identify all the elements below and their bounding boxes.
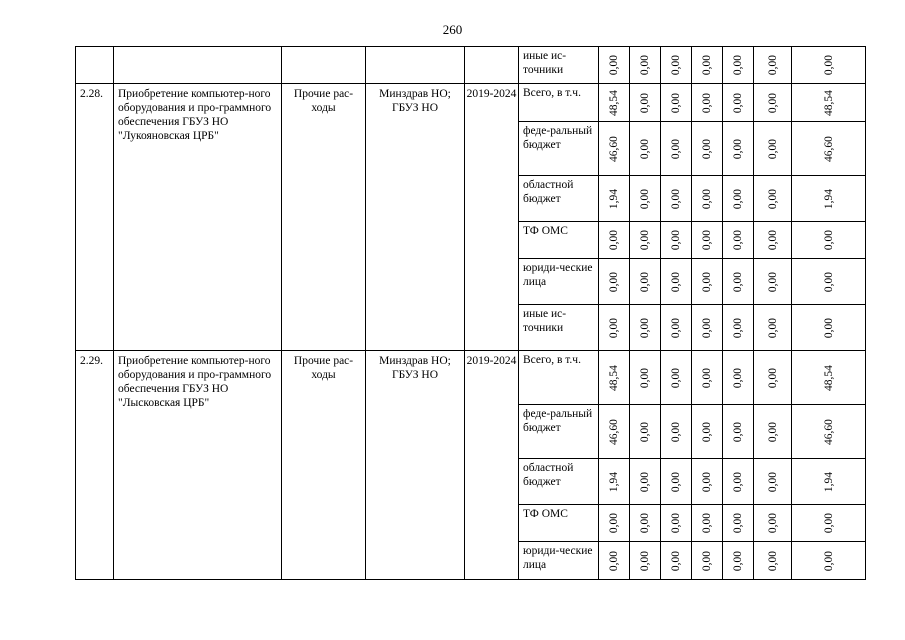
value-text: 0,00 bbox=[766, 512, 779, 534]
value-cell bbox=[599, 405, 630, 459]
value-cell bbox=[661, 47, 692, 84]
budget-table bbox=[75, 46, 866, 580]
value-cell bbox=[792, 47, 866, 84]
value-text: 0,00 bbox=[701, 271, 713, 292]
value-text: 0,00 bbox=[670, 229, 682, 251]
value-cell bbox=[630, 305, 661, 351]
value-text: 0,00 bbox=[639, 367, 651, 388]
value-cell bbox=[792, 122, 866, 176]
value-text: 0,00 bbox=[639, 229, 651, 251]
value-text: 48,54 bbox=[822, 364, 835, 391]
value-text: 0,00 bbox=[701, 367, 713, 388]
value-text: 0,00 bbox=[701, 92, 713, 113]
value-cell bbox=[692, 47, 723, 84]
value-text: 0,00 bbox=[732, 138, 744, 159]
value-cell bbox=[792, 542, 866, 580]
value-cell bbox=[692, 122, 723, 176]
value-cell bbox=[692, 222, 723, 259]
value-cell bbox=[661, 542, 692, 580]
value-cell bbox=[599, 84, 630, 122]
value-text: 0,00 bbox=[608, 512, 620, 534]
value-text: 0,00 bbox=[639, 550, 651, 571]
value-cell bbox=[599, 259, 630, 305]
value-text: 0,00 bbox=[701, 471, 713, 492]
value-cell bbox=[599, 459, 630, 505]
value-cell bbox=[723, 505, 754, 542]
value-cell bbox=[630, 351, 661, 405]
value-text: 46,60 bbox=[608, 418, 620, 445]
value-text: 0,00 bbox=[608, 229, 620, 251]
value-text: 0,00 bbox=[701, 317, 713, 338]
value-text: 0,00 bbox=[639, 92, 651, 113]
value-cell bbox=[792, 405, 866, 459]
source-cell: областной бюджет bbox=[519, 459, 599, 505]
value-cell bbox=[661, 222, 692, 259]
value-cell bbox=[754, 122, 792, 176]
value-text: 0,00 bbox=[670, 512, 682, 534]
value-text: 0,00 bbox=[670, 367, 682, 388]
value-text: 0,00 bbox=[670, 54, 682, 76]
value-text: 0,00 bbox=[732, 92, 744, 113]
value-cell bbox=[599, 351, 630, 405]
source-cell: иные ис-точники bbox=[519, 305, 599, 351]
type-cell bbox=[282, 47, 366, 84]
value-text: 0,00 bbox=[822, 512, 835, 534]
value-cell bbox=[754, 259, 792, 305]
value-text: 0,00 bbox=[701, 138, 713, 159]
value-cell bbox=[692, 542, 723, 580]
value-cell bbox=[723, 122, 754, 176]
item-number: 2.28. bbox=[76, 84, 114, 351]
value-text: 0,00 bbox=[732, 317, 744, 338]
value-cell bbox=[754, 351, 792, 405]
value-cell bbox=[792, 84, 866, 122]
value-text: 0,00 bbox=[766, 54, 779, 76]
value-text: 0,00 bbox=[639, 317, 651, 338]
value-text: 0,00 bbox=[766, 271, 779, 292]
value-cell bbox=[723, 47, 754, 84]
executor: Минздрав НО; ГБУЗ НО bbox=[366, 351, 465, 580]
value-cell bbox=[723, 84, 754, 122]
value-text: 0,00 bbox=[639, 138, 651, 159]
value-text: 48,54 bbox=[608, 364, 620, 391]
source-cell: феде-ральный бюджет bbox=[519, 405, 599, 459]
value-cell bbox=[692, 176, 723, 222]
value-text: 0,00 bbox=[732, 54, 744, 76]
source-cell: ТФ ОМС bbox=[519, 505, 599, 542]
value-text: 0,00 bbox=[670, 471, 682, 492]
value-text: 0,00 bbox=[608, 271, 620, 292]
value-text: 0,00 bbox=[732, 550, 744, 571]
exec-cell bbox=[366, 47, 465, 84]
value-cell bbox=[792, 176, 866, 222]
value-cell bbox=[692, 505, 723, 542]
value-text: 0,00 bbox=[766, 550, 779, 571]
value-text: 0,00 bbox=[822, 229, 835, 251]
value-cell bbox=[599, 305, 630, 351]
source-cell: областной бюджет bbox=[519, 176, 599, 222]
item-name: Приобретение компьютер-ного оборудования и про-граммного обеспечения ГБУЗ НО "Лукояновская ЦРБ" bbox=[114, 84, 282, 351]
value-cell bbox=[630, 176, 661, 222]
value-text: 1,94 bbox=[822, 471, 835, 492]
value-text: 0,00 bbox=[766, 367, 779, 388]
source-cell: Всего, в т.ч. bbox=[519, 84, 599, 122]
value-text: 0,00 bbox=[670, 188, 682, 209]
value-text: 0,00 bbox=[766, 229, 779, 251]
value-cell bbox=[723, 459, 754, 505]
value-cell bbox=[599, 176, 630, 222]
table-row bbox=[76, 351, 866, 405]
value-cell bbox=[754, 47, 792, 84]
value-text: 1,94 bbox=[608, 471, 620, 492]
table-row bbox=[76, 47, 866, 84]
value-cell bbox=[692, 259, 723, 305]
value-text: 0,00 bbox=[766, 92, 779, 113]
value-text: 0,00 bbox=[639, 512, 651, 534]
value-cell bbox=[630, 222, 661, 259]
item-name: Приобретение компьютер-ного оборудования и про-граммного обеспечения ГБУЗ НО "Лысковская ЦРБ" bbox=[114, 351, 282, 580]
source-cell: юриди-ческие лица bbox=[519, 259, 599, 305]
value-cell bbox=[723, 222, 754, 259]
value-cell bbox=[754, 176, 792, 222]
value-text: 0,00 bbox=[701, 550, 713, 571]
value-text: 0,00 bbox=[639, 421, 651, 442]
period: 2019-2024 bbox=[465, 351, 519, 580]
value-text: 0,00 bbox=[766, 188, 779, 209]
value-text: 0,00 bbox=[608, 317, 620, 338]
value-text: 0,00 bbox=[732, 188, 744, 209]
value-text: 48,54 bbox=[608, 89, 620, 116]
value-text: 0,00 bbox=[732, 512, 744, 534]
value-cell bbox=[630, 459, 661, 505]
value-cell bbox=[630, 542, 661, 580]
value-text: 0,00 bbox=[670, 550, 682, 571]
value-cell bbox=[599, 47, 630, 84]
value-text: 46,60 bbox=[822, 418, 835, 445]
period: 2019-2024 bbox=[465, 84, 519, 351]
value-text: 0,00 bbox=[822, 54, 835, 76]
value-cell bbox=[792, 505, 866, 542]
name-cell bbox=[114, 47, 282, 84]
value-text: 0,00 bbox=[766, 471, 779, 492]
value-cell bbox=[630, 405, 661, 459]
value-text: 0,00 bbox=[822, 550, 835, 571]
value-cell bbox=[630, 47, 661, 84]
value-cell bbox=[630, 84, 661, 122]
value-cell bbox=[630, 122, 661, 176]
item-number: 2.29. bbox=[76, 351, 114, 580]
source-cell: феде-ральный бюджет bbox=[519, 122, 599, 176]
value-text: 0,00 bbox=[732, 229, 744, 251]
value-cell bbox=[599, 222, 630, 259]
value-cell bbox=[723, 542, 754, 580]
value-text: 0,00 bbox=[670, 92, 682, 113]
value-cell bbox=[723, 259, 754, 305]
table-row bbox=[76, 84, 866, 122]
executor: Минздрав НО; ГБУЗ НО bbox=[366, 84, 465, 351]
value-cell bbox=[754, 84, 792, 122]
value-text: 0,00 bbox=[766, 421, 779, 442]
value-text: 0,00 bbox=[670, 138, 682, 159]
expense-type: Прочие рас-ходы bbox=[282, 84, 366, 351]
value-cell bbox=[792, 259, 866, 305]
value-cell bbox=[630, 259, 661, 305]
value-cell bbox=[661, 122, 692, 176]
value-cell bbox=[661, 176, 692, 222]
value-cell bbox=[792, 351, 866, 405]
page-number: 260 bbox=[442, 22, 463, 37]
value-cell bbox=[754, 542, 792, 580]
value-cell bbox=[661, 84, 692, 122]
value-text: 0,00 bbox=[822, 271, 835, 292]
value-text: 0,00 bbox=[701, 54, 713, 76]
value-cell bbox=[599, 505, 630, 542]
value-text: 0,00 bbox=[732, 367, 744, 388]
value-text: 0,00 bbox=[608, 550, 620, 571]
value-text: 0,00 bbox=[670, 317, 682, 338]
value-cell bbox=[692, 405, 723, 459]
value-text: 0,00 bbox=[701, 421, 713, 442]
value-cell bbox=[692, 305, 723, 351]
value-cell bbox=[792, 459, 866, 505]
value-text: 0,00 bbox=[732, 271, 744, 292]
value-cell bbox=[661, 351, 692, 405]
value-text: 46,60 bbox=[822, 135, 835, 162]
expense-type: Прочие рас-ходы bbox=[282, 351, 366, 580]
num-cell bbox=[76, 47, 114, 84]
value-cell bbox=[754, 222, 792, 259]
value-text: 0,00 bbox=[701, 188, 713, 209]
value-text: 0,00 bbox=[670, 421, 682, 442]
value-cell bbox=[692, 351, 723, 405]
value-cell bbox=[661, 405, 692, 459]
value-text: 0,00 bbox=[639, 271, 651, 292]
value-text: 0,00 bbox=[766, 138, 779, 159]
value-cell bbox=[661, 259, 692, 305]
value-text: 1,94 bbox=[822, 188, 835, 209]
value-text: 0,00 bbox=[608, 54, 620, 76]
value-cell bbox=[792, 222, 866, 259]
value-text: 0,00 bbox=[732, 421, 744, 442]
value-cell bbox=[661, 505, 692, 542]
value-cell bbox=[723, 176, 754, 222]
value-cell bbox=[692, 84, 723, 122]
value-cell bbox=[630, 505, 661, 542]
value-cell bbox=[723, 405, 754, 459]
value-cell bbox=[754, 459, 792, 505]
source-cell: юриди-ческие лица bbox=[519, 542, 599, 580]
value-text: 0,00 bbox=[670, 271, 682, 292]
source-cell: иные ис-точники bbox=[519, 47, 599, 84]
value-cell bbox=[754, 305, 792, 351]
value-cell bbox=[661, 305, 692, 351]
value-cell bbox=[599, 122, 630, 176]
value-text: 0,00 bbox=[732, 471, 744, 492]
value-cell bbox=[754, 405, 792, 459]
value-cell bbox=[723, 305, 754, 351]
value-cell bbox=[599, 542, 630, 580]
source-cell: ТФ ОМС bbox=[519, 222, 599, 259]
value-text: 0,00 bbox=[701, 512, 713, 534]
value-cell bbox=[661, 459, 692, 505]
value-text: 0,00 bbox=[701, 229, 713, 251]
value-text: 48,54 bbox=[822, 89, 835, 116]
period-cell bbox=[465, 47, 519, 84]
value-cell bbox=[692, 459, 723, 505]
value-cell bbox=[792, 305, 866, 351]
value-text: 0,00 bbox=[639, 471, 651, 492]
value-text: 0,00 bbox=[766, 317, 779, 338]
value-cell bbox=[754, 505, 792, 542]
value-text: 0,00 bbox=[639, 188, 651, 209]
source-cell: Всего, в т.ч. bbox=[519, 351, 599, 405]
value-text: 0,00 bbox=[639, 54, 651, 76]
value-text: 0,00 bbox=[822, 317, 835, 338]
value-cell bbox=[723, 351, 754, 405]
value-text: 46,60 bbox=[608, 135, 620, 162]
value-text: 1,94 bbox=[608, 188, 620, 209]
